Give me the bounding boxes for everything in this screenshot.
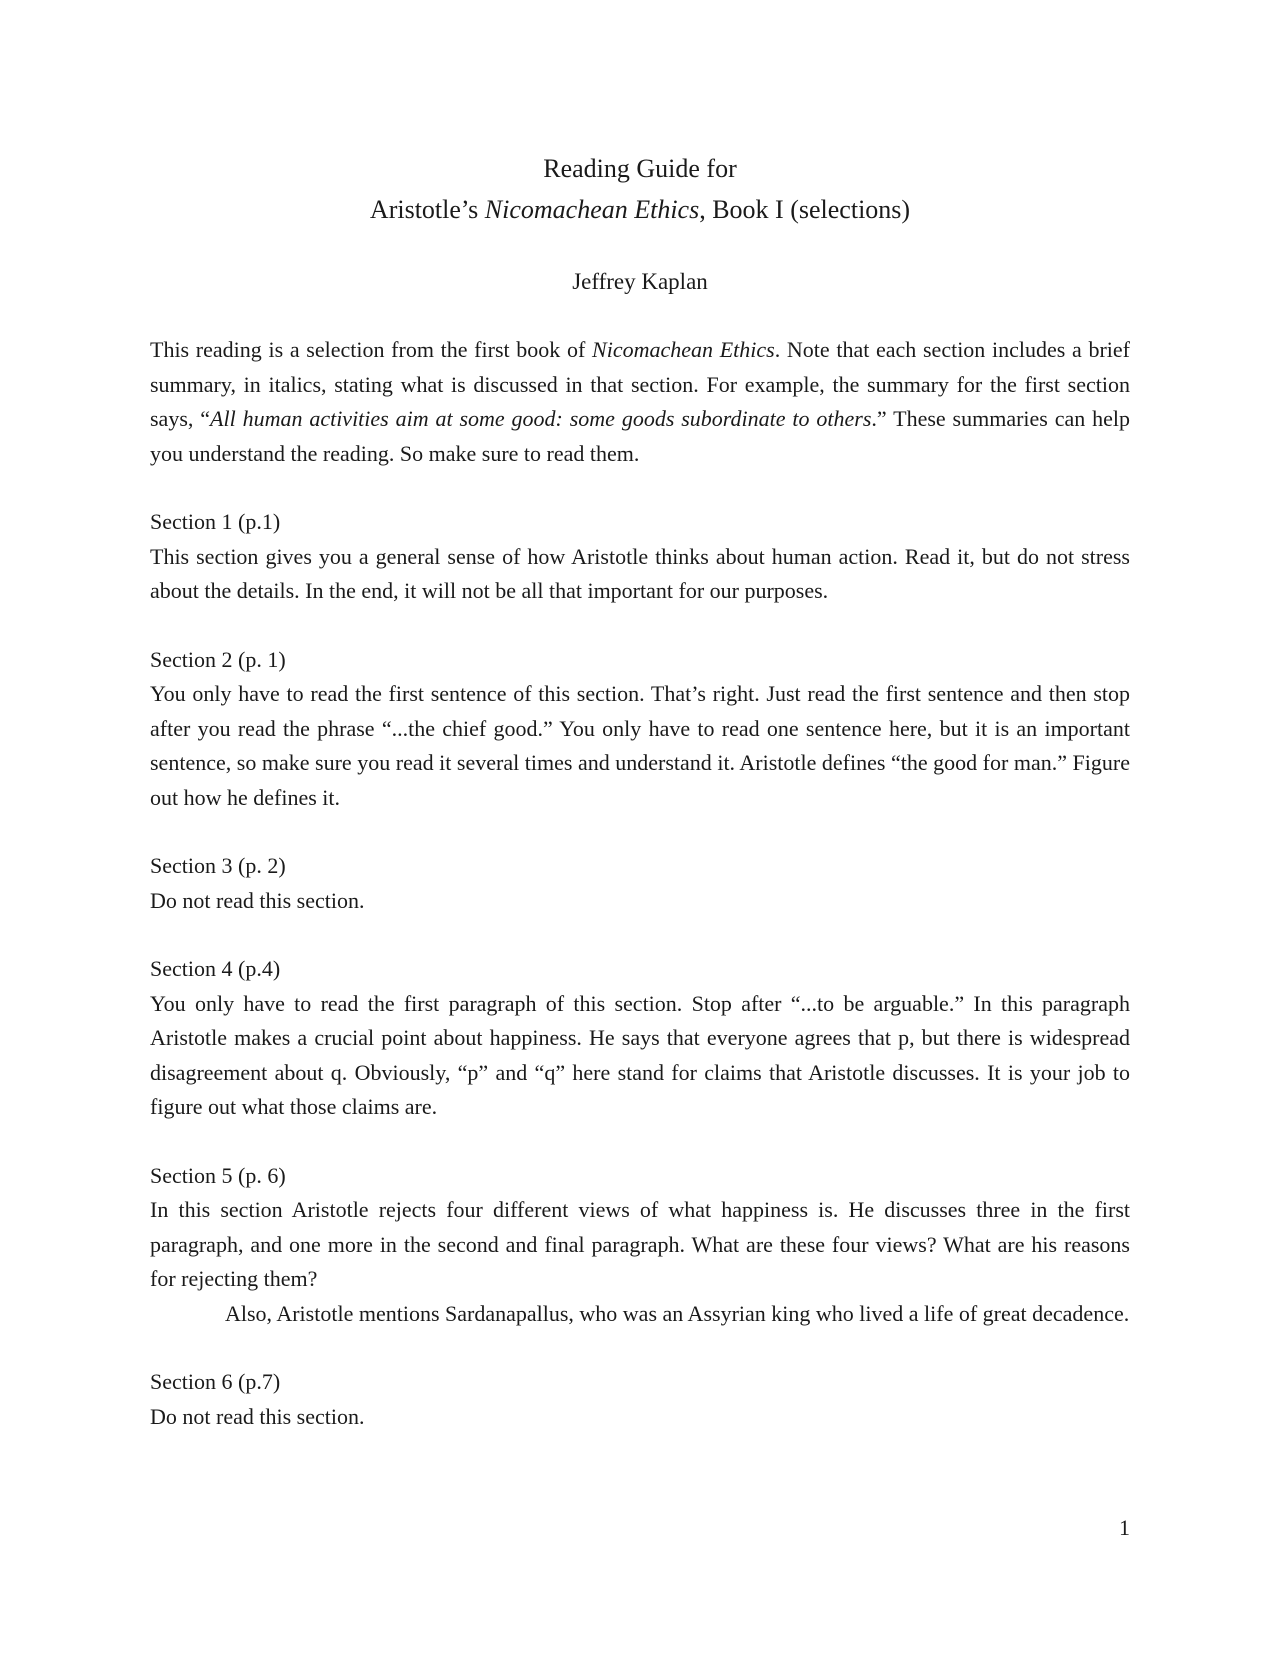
- section-heading: Section 4 (p.4): [150, 956, 281, 981]
- section-heading: Section 2 (p. 1): [150, 646, 286, 672]
- intro-italic-title: Nicomachean Ethics: [592, 337, 775, 362]
- section-heading: Section 6 (p.7): [150, 1369, 281, 1394]
- section-text-second-paragraph: Also, Aristotle mentions Sardanapallus, who was an Assyrian king who lived a life of great decadence.: [225, 1300, 1130, 1326]
- document-title: [0, 148, 1280, 230]
- section-text: This section gives you a general sense of how Aristotle thinks about human action. Read it, but do not stress about the details. In the end, it will not be all that important for our purposes.: [150, 543, 1130, 603]
- intro-text-2: . Note that each section includes a brief summary, in italics, stating what is discussed in that section. For example, the summary for the first section says, “: [150, 337, 1130, 431]
- section-heading: Section 3 (p. 2): [150, 853, 286, 878]
- title-suffix: , Book I (selections): [699, 195, 911, 224]
- title-line-2: [0, 189, 1280, 230]
- section-1: [150, 505, 1130, 609]
- title-line-1: Reading Guide for: [543, 154, 737, 183]
- section-5: [150, 1159, 1130, 1332]
- intro-paragraph: [150, 333, 1130, 471]
- section-heading: Section 1 (p.1): [150, 509, 281, 534]
- section-4: [150, 952, 1130, 1125]
- page-number: 1: [1119, 1515, 1130, 1540]
- section-3: [150, 849, 1130, 918]
- section-text: Do not read this section.: [150, 1403, 365, 1429]
- author-name: Jeffrey Kaplan: [572, 269, 708, 294]
- book-title-italic: Nicomachean Ethics: [484, 195, 700, 224]
- intro-text-3: .” These summaries can help you understand the reading. So make sure to read them.: [150, 406, 1131, 466]
- section-text: In this section Aristotle rejects four different views of what happiness is. He discusses three in the first paragraph, and one more in the second and final paragraph. What are these four views? What are his reasons for rejecting them?: [150, 1197, 1130, 1291]
- intro-text-1: This reading is a selection from the first book of: [150, 337, 593, 362]
- document-body: [150, 333, 1130, 1468]
- section-text: Do not read this section.: [150, 887, 365, 913]
- section-2: [150, 643, 1130, 816]
- title-prefix: Aristotle’s: [369, 195, 485, 224]
- section-text: You only have to read the first paragraph of this section. Stop after “...to be arguable.” In this paragraph Aristotle makes a crucial point about happiness. He says that everyone agrees that p, but there is widespread disagreement about q. Obviously, “p” and “q” here stand for claims that Aristotle discusses. It is your job to figure out what those claims are.: [150, 990, 1130, 1119]
- section-text: You only have to read the first sentence of this section. That’s right. Just read the first sentence and then stop after you read the phrase “...the chief good.” You only have to read one sentence here, but it is an important sentence, so make sure you read it several times and understand it. Aristotle defines “the good for man.” Figure out how he defines it.: [150, 681, 1130, 810]
- section-6: [150, 1365, 1130, 1434]
- section-heading: Section 5 (p. 6): [150, 1162, 286, 1188]
- intro-italic-quote: All human activities aim at some good: some goods subordinate to others: [210, 406, 872, 431]
